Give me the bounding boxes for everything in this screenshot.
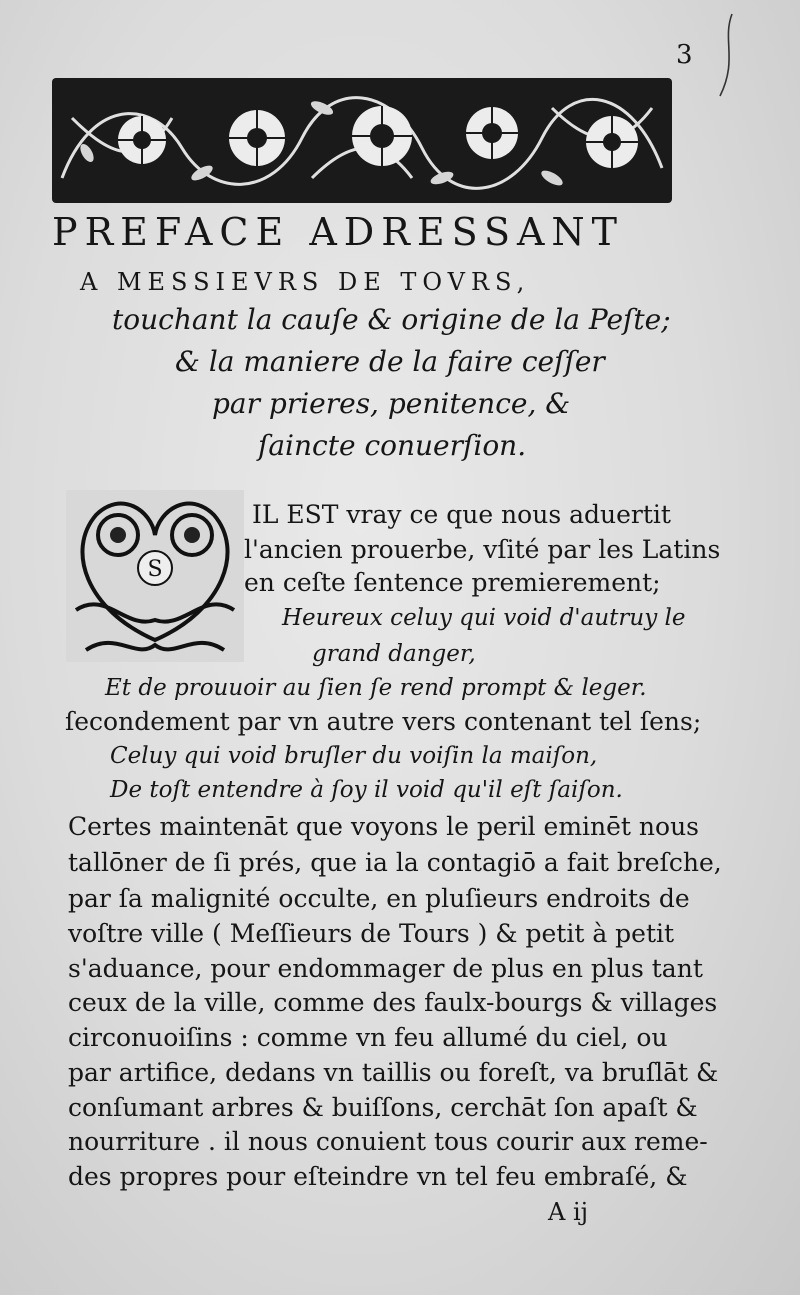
body-line-10: nourriture . il nous conuient tous courir aux reme- [68, 1127, 708, 1156]
body-line-8: par artifice, dedans vn taillis ou foreſt, va bruſlāt & [68, 1058, 719, 1087]
subtitle-line-1: touchant la cauſe & origine de la Peſte; [112, 303, 671, 336]
opening-line-1: IL EST vray ce que nous aduertit [252, 500, 671, 529]
body-line-9: conſumant arbres & buiſſons, cerchāt ſon apaſt & [68, 1093, 698, 1122]
body-line-1: Certes maintenāt que voyons le peril eminēt nous [68, 812, 700, 841]
opening-line-2: l'ancien prouerbe, vſité par les Latins [244, 535, 721, 564]
body-line-7: circonuoiſins : comme vn feu allumé du ciel, ou [68, 1023, 668, 1052]
verse2-line-2: De toſt entendre à ſoy il void qu'il eſt ſaiſon. [110, 777, 623, 803]
page-number: 3 [676, 40, 693, 70]
subtitle-line-2: & la maniere de la faire ceſſer [175, 345, 605, 378]
body-line-4: voſtre ville ( Meſſieurs de Tours ) & petit à petit [68, 919, 675, 948]
margin-pen-stroke [712, 10, 740, 100]
body-line-3: par ſa malignité occulte, en pluſieurs endroits de [68, 884, 690, 913]
opening-line-3: en ceſte ſentence premierement; [244, 568, 661, 597]
body-line-11: des propres pour eſteindre vn tel feu embraſé, & [68, 1162, 688, 1191]
second-line: ſecondement par vn autre vers contenant tel ſens; [65, 707, 702, 736]
verse1-line-2: grand danger, [312, 641, 476, 667]
body-line-2: tallōner de ſi prés, que ia la contagiō a fait breſche, [68, 848, 722, 877]
initial-letter: S [147, 557, 163, 582]
verse2-line-1: Celuy qui void bruſler du voiſin la maiſon, [110, 743, 598, 769]
verse1-line-1: Heureux celuy qui void d'autruy le [282, 605, 686, 631]
title-line-1: PREFACE ADRESSANT [52, 210, 625, 254]
subtitle-line-4: ſaincte conuerſion. [258, 429, 527, 462]
signature-mark: A ij [548, 1198, 589, 1226]
title-line-2: A MESSIEVRS DE TOVRS, [80, 268, 531, 296]
decorated-initial-s [66, 490, 244, 662]
body-line-6: ceux de la ville, comme des faulx-bourgs & villages [68, 988, 718, 1017]
floral-headpiece-ornament [52, 78, 672, 203]
verse1-line-3: Et de prouuoir au ſien ſe rend prompt & leger. [105, 675, 647, 701]
subtitle-line-3: par prieres, penitence, & [212, 387, 571, 420]
body-line-5: s'aduance, pour endommager de plus en plus tant [68, 954, 703, 983]
